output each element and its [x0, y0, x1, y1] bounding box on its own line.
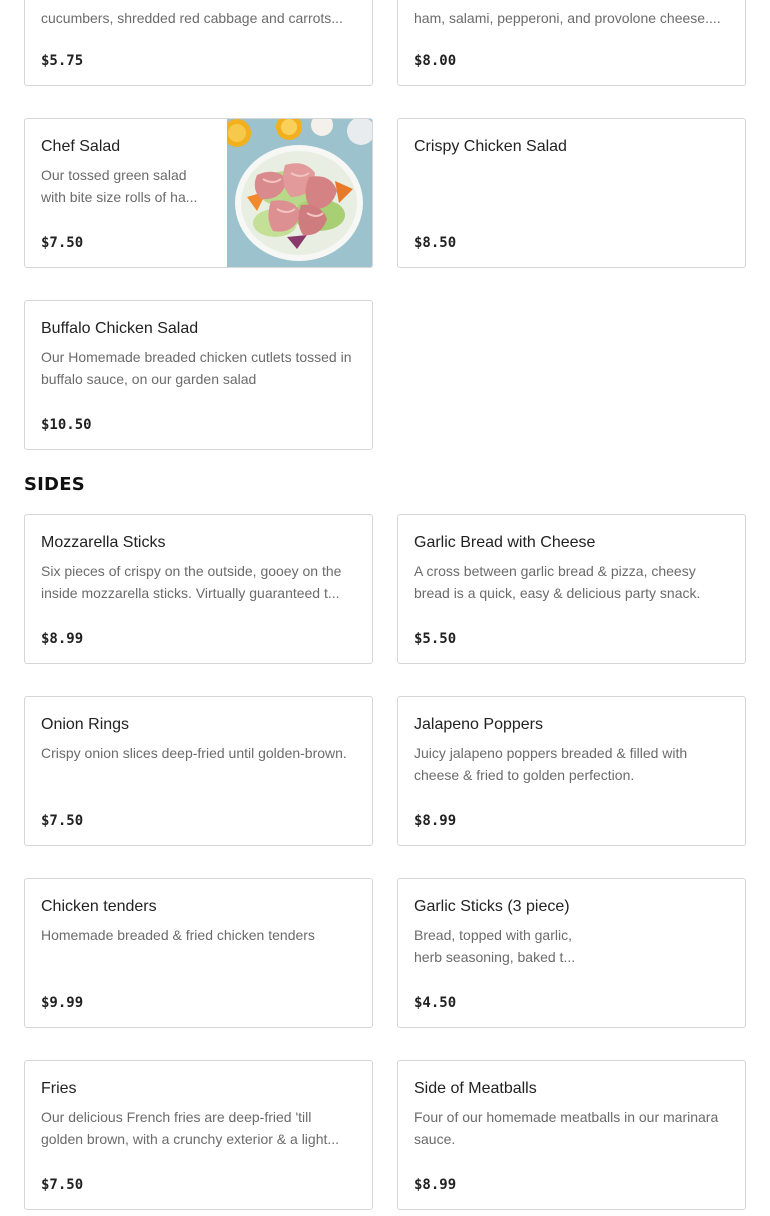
- menu-item-card[interactable]: [24, 0, 373, 86]
- item-description: A cross between garlic bread & pizza, cheesy bread is a quick, easy & delicious party snack.: [414, 563, 701, 601]
- item-price: $10.50: [41, 417, 92, 433]
- item-price: $7.50: [41, 813, 84, 829]
- item-price: $7.50: [41, 1177, 84, 1193]
- item-price: $8.99: [414, 813, 457, 829]
- item-name: Garlic Sticks (3 piece): [414, 898, 570, 915]
- item-description: Six pieces of crispy on the outside, gooey on the inside mozzarella sticks. Virtually guaranteed t...: [41, 563, 342, 601]
- menu-item-onion-rings[interactable]: [24, 696, 373, 846]
- item-description: Crispy onion slices deep-fried until golden-brown.: [41, 745, 347, 761]
- item-description: cucumbers, shredded red cabbage and carrots...: [41, 10, 343, 26]
- item-description: Our Homemade breaded chicken cutlets tossed in buffalo sauce, on our garden salad: [41, 349, 352, 387]
- item-name: Mozzarella Sticks: [41, 534, 166, 551]
- item-name: Fries: [41, 1080, 77, 1097]
- menu-item-jalapeno-poppers[interactable]: [397, 696, 746, 846]
- menu-item-side-of-meatballs[interactable]: [397, 1060, 746, 1210]
- item-description: Four of our homemade meatballs in our marinara sauce.: [414, 1109, 719, 1147]
- item-description: Bread, topped with garlic, herb seasoning, baked t...: [414, 927, 576, 965]
- item-description: Homemade breaded & fried chicken tenders: [41, 927, 315, 943]
- item-price: $8.99: [41, 631, 84, 647]
- menu-item-fries[interactable]: [24, 1060, 373, 1210]
- item-price: $9.99: [41, 995, 84, 1011]
- menu-item-mozzarella-sticks[interactable]: [24, 514, 373, 664]
- item-price: $5.50: [414, 631, 457, 647]
- menu-item-garlic-sticks[interactable]: [397, 878, 746, 1028]
- menu-item-chef-salad[interactable]: [24, 118, 373, 268]
- item-price: $8.00: [414, 53, 457, 69]
- item-name: Crispy Chicken Salad: [414, 138, 567, 155]
- section-title-sides: SIDES: [24, 474, 85, 495]
- item-name: Chicken tenders: [41, 898, 157, 915]
- item-name: Buffalo Chicken Salad: [41, 320, 199, 337]
- menu-item-buffalo-chicken-salad[interactable]: [24, 300, 373, 450]
- item-price: $7.50: [41, 235, 84, 251]
- item-price: $8.50: [414, 235, 457, 251]
- item-name: Jalapeno Poppers: [414, 716, 543, 733]
- item-description: Juicy jalapeno poppers breaded & filled with cheese & fried to golden perfection.: [414, 745, 688, 783]
- item-name: Chef Salad: [41, 138, 121, 155]
- item-description: Our delicious French fries are deep-fried 'till golden brown, with a crunchy exterior & a light...: [41, 1109, 340, 1147]
- menu-item-garlic-bread-with-cheese[interactable]: [397, 514, 746, 664]
- item-name: Onion Rings: [41, 716, 130, 733]
- item-name: Side of Meatballs: [414, 1080, 537, 1097]
- item-description: Our tossed green salad with bite size rolls of ha...: [41, 167, 198, 205]
- menu-item-card[interactable]: [397, 0, 746, 86]
- item-price: $5.75: [41, 53, 84, 69]
- item-price: $8.99: [414, 1177, 457, 1193]
- item-price: $4.50: [414, 995, 457, 1011]
- menu-item-crispy-chicken-salad[interactable]: [397, 118, 746, 268]
- chef-salad-photo: [227, 119, 372, 267]
- item-description: ham, salami, pepperoni, and provolone cheese....: [414, 10, 721, 26]
- item-name: Garlic Bread with Cheese: [414, 534, 596, 551]
- item-description: [414, 164, 729, 208]
- menu-item-chicken-tenders[interactable]: [24, 878, 373, 1028]
